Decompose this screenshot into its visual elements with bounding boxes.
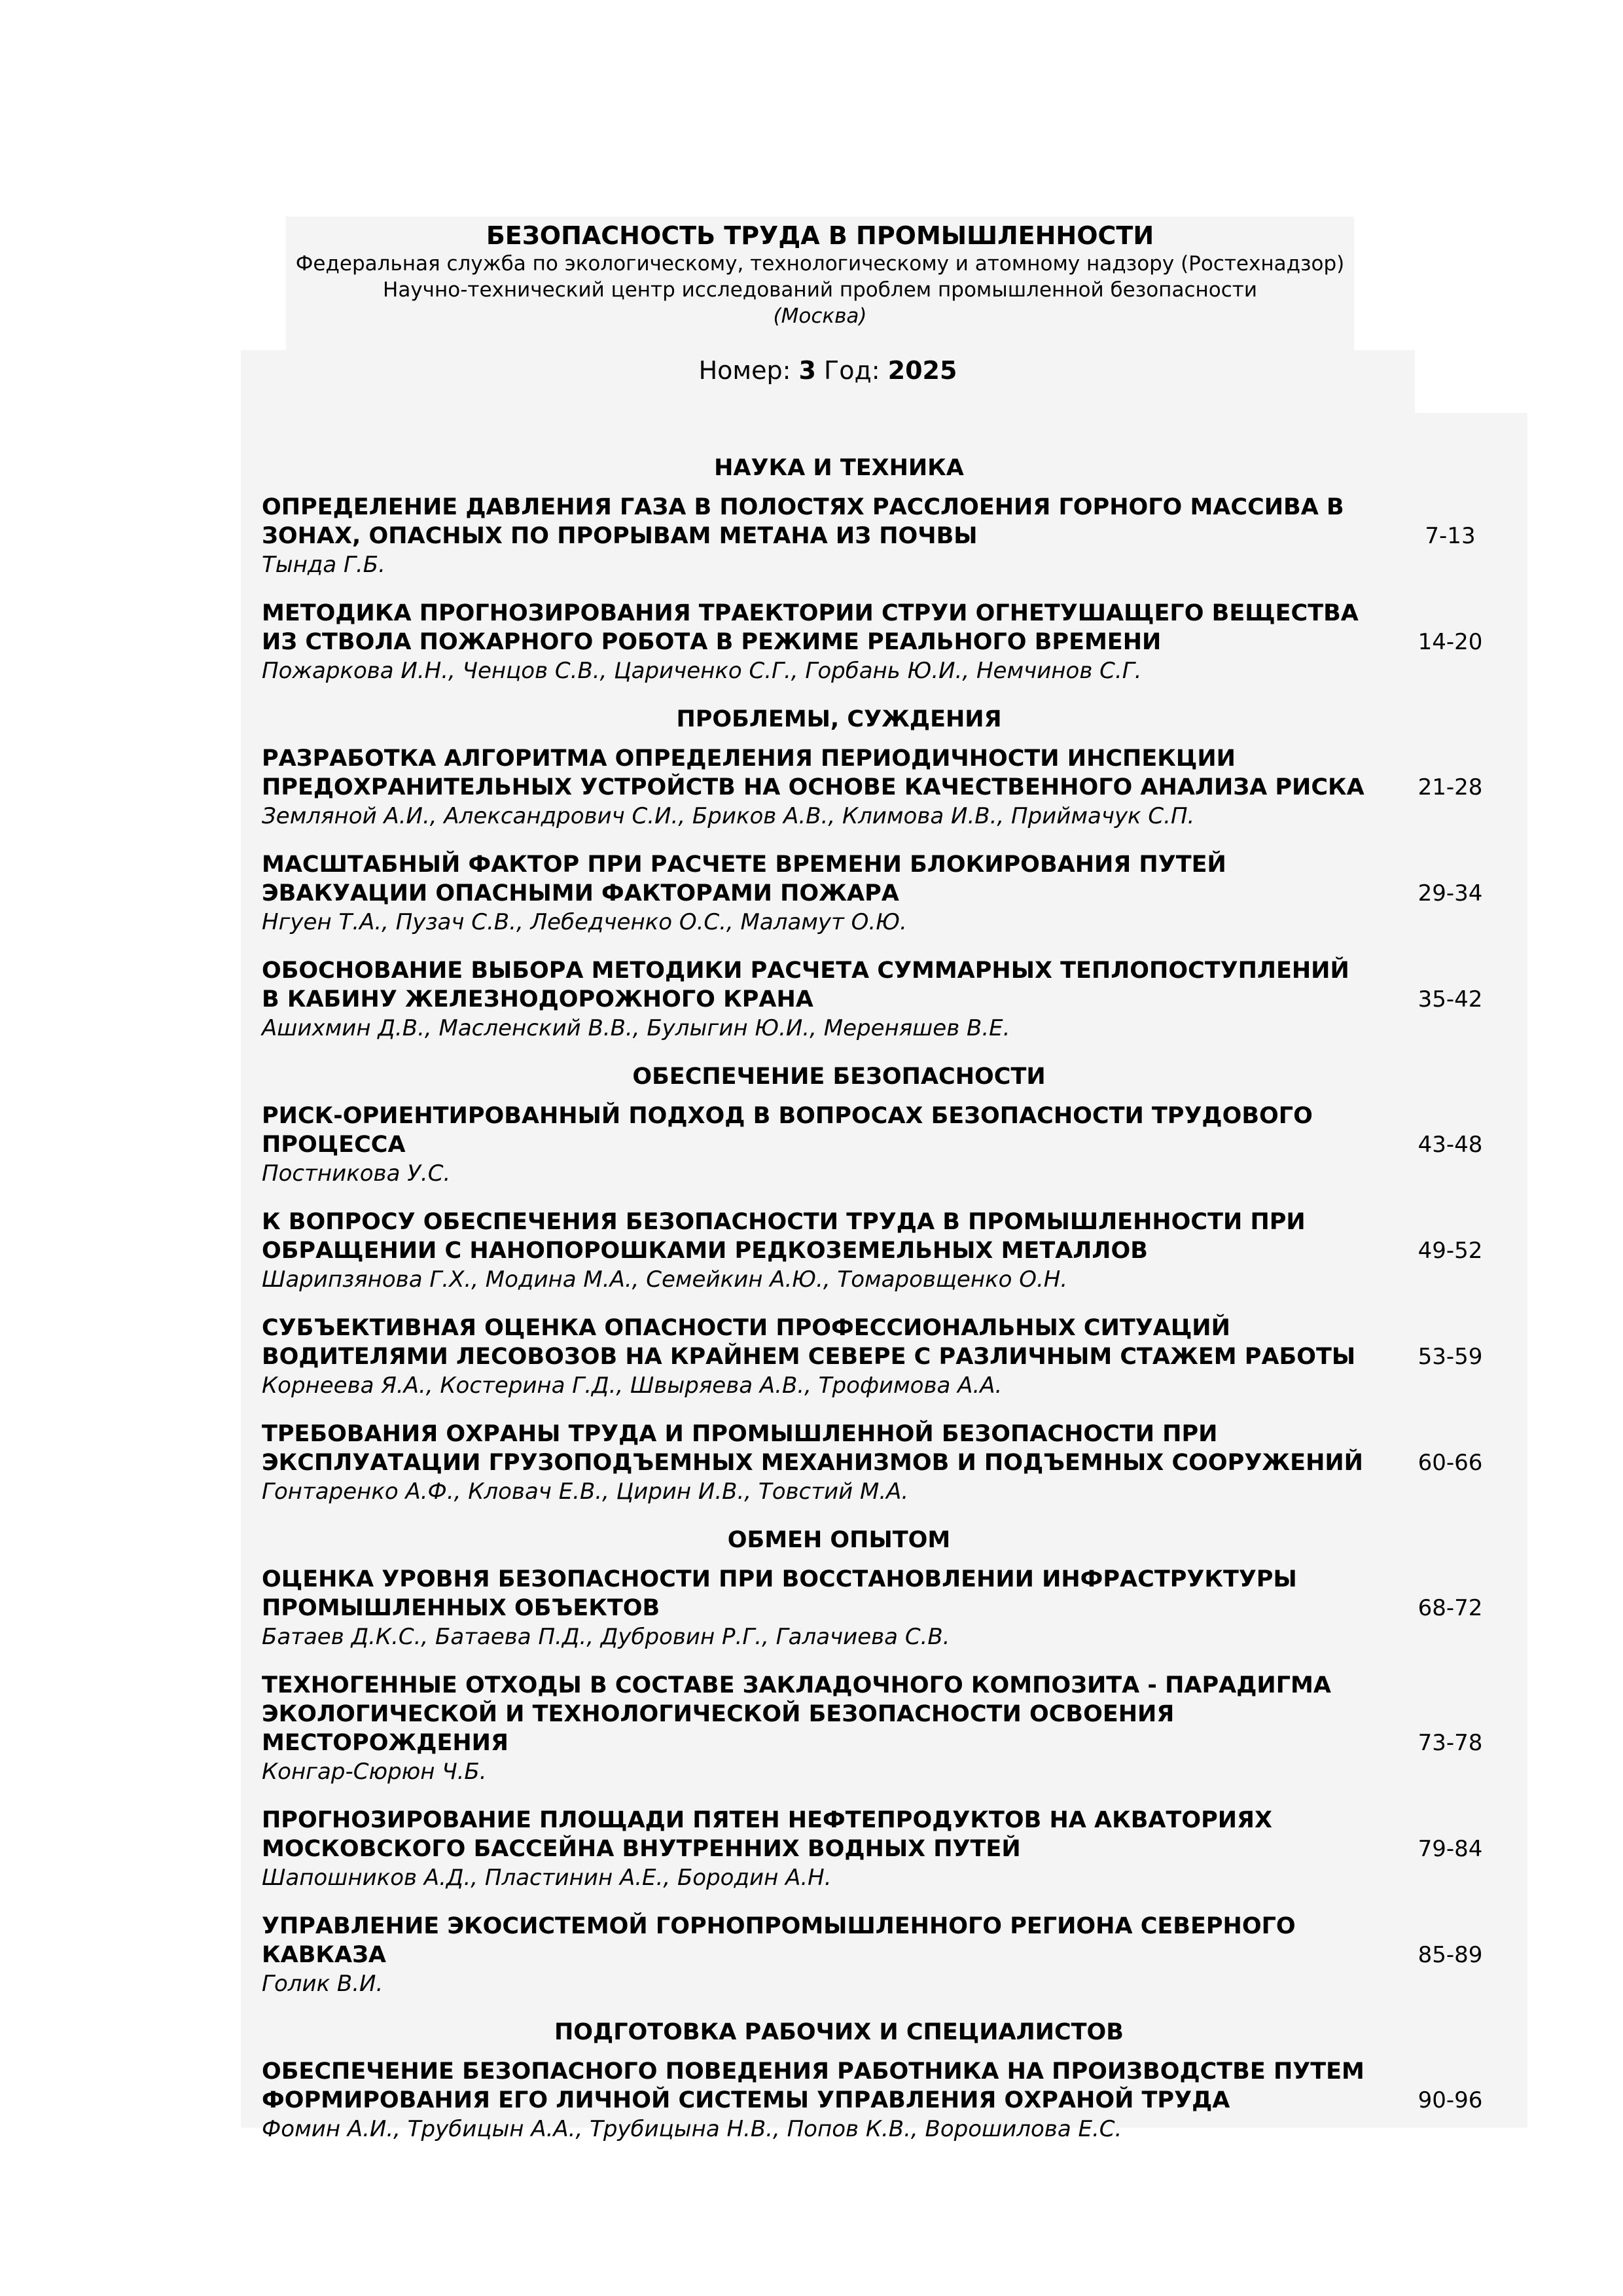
article-entry[interactable] [241, 744, 1527, 831]
article-body [262, 1565, 1374, 1651]
section-title: ОБМЕН ОПЫТОМ [727, 1527, 951, 1553]
article-pages: 14-20 [1418, 629, 1483, 655]
article-entry[interactable] [241, 599, 1527, 685]
article-authors: Нгуен Т.А., Пузач С.В., Лебедченко О.С., Маламут О.Ю. [262, 909, 907, 935]
article-entry[interactable] [241, 1565, 1527, 1651]
article-title[interactable]: ОБОСНОВАНИЕ ВЫБОРА МЕТОДИКИ РАСЧЕТА СУММАРНЫХ ТЕПЛОПОСТУПЛЕНИЙ В КАБИНУ ЖЕЛЕЗНОДОРОЖНОГО КРАНА [262, 958, 1349, 1013]
article-authors: Постникова У.С. [262, 1160, 451, 1187]
article-body [262, 1420, 1374, 1506]
article-title[interactable]: МЕТОДИКА ПРОГНОЗИРОВАНИЯ ТРАЕКТОРИИ СТРУИ ОГНЕТУШАЩЕГО ВЕЩЕСТВА ИЗ СТВОЛА ПОЖАРНОГО РОБОТА В РЕЖИМЕ РЕАЛЬНОГО ВРЕМЕНИ [262, 600, 1359, 655]
article-body [262, 1671, 1374, 1786]
article-body [262, 1102, 1374, 1188]
article-body [262, 956, 1374, 1043]
issue-info [241, 350, 1415, 413]
article-pages: 29-34 [1418, 880, 1483, 906]
journal-city: (Москва) [773, 304, 867, 328]
section-title: ОБЕСПЕЧЕНИЕ БЕЗОПАСНОСТИ [632, 1064, 1046, 1090]
journal-center: Научно-технический центр исследований проблем промышленной безопасности [383, 278, 1257, 302]
issue-year-label: Год: [824, 356, 880, 385]
article-authors: Батаев Д.К.С., Батаева П.Д., Дубровин Р.Г., Галачиева С.В. [262, 1624, 950, 1650]
section-title: ПОДГОТОВКА РАБОЧИХ И СПЕЦИАЛИСТОВ [554, 2019, 1124, 2045]
article-pages: 90-96 [1418, 2087, 1483, 2113]
article-authors: Шарипзянова Г.Х., Модина М.А., Семейкин А.Ю., Томаровщенко О.Н. [262, 1266, 1068, 1293]
article-entry[interactable] [241, 1806, 1527, 1892]
article-pages: 68-72 [1418, 1595, 1483, 1621]
article-entry[interactable] [241, 1671, 1527, 1786]
article-body [262, 599, 1374, 685]
article-body [262, 1314, 1374, 1400]
article-title[interactable]: МАСШТАБНЫЙ ФАКТОР ПРИ РАСЧЕТЕ ВРЕМЕНИ БЛОКИРОВАНИЯ ПУТЕЙ ЭВАКУАЦИИ ОПАСНЫМИ ФАКТОРАМИ ПОЖАРА [262, 852, 1226, 906]
article-title[interactable]: К ВОПРОСУ ОБЕСПЕЧЕНИЯ БЕЗОПАСНОСТИ ТРУДА В ПРОМЫШЛЕННОСТИ ПРИ ОБРАЩЕНИИ С НАНОПОРОШКАМИ РЕДКОЗЕМЕЛЬНЫХ МЕТАЛЛОВ [262, 1209, 1306, 1264]
article-authors: Пожаркова И.Н., Ченцов С.В., Цариченко С.Г., Горбань Ю.И., Немчинов С.Г. [262, 658, 1142, 684]
article-title[interactable]: РИСК-ОРИЕНТИРОВАННЫЙ ПОДХОД В ВОПРОСАХ БЕЗОПАСНОСТИ ТРУДОВОГО ПРОЦЕССА [262, 1103, 1313, 1158]
article-entry[interactable] [241, 1314, 1527, 1400]
article-entry[interactable] [241, 1912, 1527, 1998]
article-title[interactable]: ОПРЕДЕЛЕНИЕ ДАВЛЕНИЯ ГАЗА В ПОЛОСТЯХ РАССЛОЕНИЯ ГОРНОГО МАССИВА В ЗОНАХ, ОПАСНЫХ ПО ПРОРЫВАМ МЕТАНА ИЗ ПОЧВЫ [262, 494, 1344, 549]
article-body [262, 1806, 1374, 1892]
article-body [262, 1208, 1374, 1294]
journal-publisher: Федеральная служба по экологическому, технологическому и атомному надзору (Ростехнадзор) [295, 252, 1345, 276]
article-pages: 43-48 [1418, 1132, 1483, 1158]
article-authors: Фомин А.И., Трубицын А.А., Трубицына Н.В., Попов К.В., Ворошилова Е.С. [262, 2116, 1122, 2142]
article-pages: 53-59 [1418, 1344, 1483, 1370]
article-entry[interactable] [241, 1102, 1527, 1188]
section-title: НАУКА И ТЕХНИКА [714, 455, 964, 481]
article-title[interactable]: ОБЕСПЕЧЕНИЕ БЕЗОПАСНОГО ПОВЕДЕНИЯ РАБОТНИКА НА ПРОИЗВОДСТВЕ ПУТЕМ ФОРМИРОВАНИЯ ЕГО ЛИЧНОЙ СИСТЕМЫ УПРАВЛЕНИЯ ОХРАНОЙ ТРУДА [262, 2058, 1364, 2113]
article-entry[interactable] [241, 2057, 1527, 2144]
article-pages: 73-78 [1418, 1730, 1483, 1756]
article-authors: Ашихмин Д.В., Масленский В.В., Булыгин Ю.И., Мереняшев В.Е. [262, 1015, 1010, 1041]
article-body [262, 493, 1374, 579]
article-body [262, 850, 1374, 937]
article-pages: 79-84 [1418, 1836, 1483, 1862]
article-title[interactable]: ТЕХНОГЕННЫЕ ОТХОДЫ В СОСТАВЕ ЗАКЛАДОЧНОГО КОМПОЗИТА - ПАРАДИГМА ЭКОЛОГИЧЕСКОЙ И ТЕХНОЛОГИЧЕСКОЙ БЕЗОПАСНОСТИ ОСВОЕНИЯ МЕСТОРОЖДЕНИЯ [262, 1672, 1331, 1756]
article-authors: Земляной А.И., Александрович С.И., Бриков А.В., Климова И.В., Приймачук С.П. [262, 803, 1195, 829]
article-title[interactable]: РАЗРАБОТКА АЛГОРИТМА ОПРЕДЕЛЕНИЯ ПЕРИОДИЧНОСТИ ИНСПЕКЦИИ ПРЕДОХРАНИТЕЛЬНЫХ УСТРОЙСТВ НА ОСНОВЕ КАЧЕСТВЕННОГО АНАЛИЗА РИСКА [262, 745, 1364, 800]
article-title[interactable]: ПРОГНОЗИРОВАНИЕ ПЛОЩАДИ ПЯТЕН НЕФТЕПРОДУКТОВ НА АКВАТОРИЯХ МОСКОВСКОГО БАССЕЙНА ВНУТРЕННИХ ВОДНЫХ ПУТЕЙ [262, 1807, 1272, 1862]
article-body [262, 2057, 1374, 2144]
journal-header [286, 217, 1354, 350]
article-body [262, 1912, 1374, 1998]
article-body [262, 744, 1374, 831]
article-entry[interactable] [241, 1420, 1527, 1506]
article-authors: Гонтаренко А.Ф., Кловач Е.В., Цирин И.В., Товстий М.А. [262, 1479, 909, 1505]
issue-year: 2025 [887, 356, 957, 385]
journal-title: БЕЗОПАСНОСТЬ ТРУДА В ПРОМЫШЛЕННОСТИ [486, 221, 1154, 250]
article-authors: Голик В.И. [262, 1971, 383, 1997]
article-authors: Шапошников А.Д., Пластинин А.Е., Бородин А.Н. [262, 1865, 832, 1891]
article-pages: 60-66 [1418, 1450, 1483, 1476]
issue-number-label: Номер: [698, 356, 791, 385]
article-title[interactable]: УПРАВЛЕНИЕ ЭКОСИСТЕМОЙ ГОРНОПРОМЫШЛЕННОГО РЕГИОНА СЕВЕРНОГО КАВКАЗА [262, 1913, 1296, 1968]
article-pages: 85-89 [1418, 1942, 1483, 1968]
article-pages: 35-42 [1418, 986, 1483, 1013]
table-of-contents [241, 413, 1527, 2142]
toc-list [241, 454, 1527, 2163]
issue-number: 3 [798, 356, 816, 385]
article-entry[interactable] [241, 850, 1527, 937]
article-pages: 7-13 [1425, 523, 1476, 549]
article-title[interactable]: ОЦЕНКА УРОВНЯ БЕЗОПАСНОСТИ ПРИ ВОССТАНОВЛЕНИИ ИНФРАСТРУКТУРЫ ПРОМЫШЛЕННЫХ ОБЪЕКТОВ [262, 1566, 1297, 1621]
article-entry[interactable] [241, 956, 1527, 1043]
article-entry[interactable] [241, 493, 1527, 579]
article-title[interactable]: СУБЪЕКТИВНАЯ ОЦЕНКА ОПАСНОСТИ ПРОФЕССИОНАЛЬНЫХ СИТУАЦИЙ ВОДИТЕЛЯМИ ЛЕСОВОЗОВ НА КРАЙНЕМ СЕВЕРЕ С РАЗЛИЧНЫМ СТАЖЕМ РАБОТЫ [262, 1315, 1356, 1370]
article-pages: 21-28 [1418, 774, 1483, 800]
article-authors: Тында Г.Б. [262, 552, 385, 578]
section-title: ПРОБЛЕМЫ, СУЖДЕНИЯ [676, 706, 1002, 732]
article-authors: Корнеева Я.А., Костерина Г.Д., Швыряева А.В., Трофимова А.А. [262, 1372, 1003, 1399]
article-entry[interactable] [241, 1208, 1527, 1294]
article-authors: Конгар-Сюрюн Ч.Б. [262, 1759, 487, 1785]
article-pages: 49-52 [1418, 1238, 1483, 1264]
article-title[interactable]: ТРЕБОВАНИЯ ОХРАНЫ ТРУДА И ПРОМЫШЛЕННОЙ БЕЗОПАСНОСТИ ПРИ ЭКСПЛУАТАЦИИ ГРУЗОПОДЪЕМНЫХ МЕХАНИЗМОВ И ПОДЪЕМНЫХ СООРУЖЕНИЙ [262, 1421, 1363, 1476]
